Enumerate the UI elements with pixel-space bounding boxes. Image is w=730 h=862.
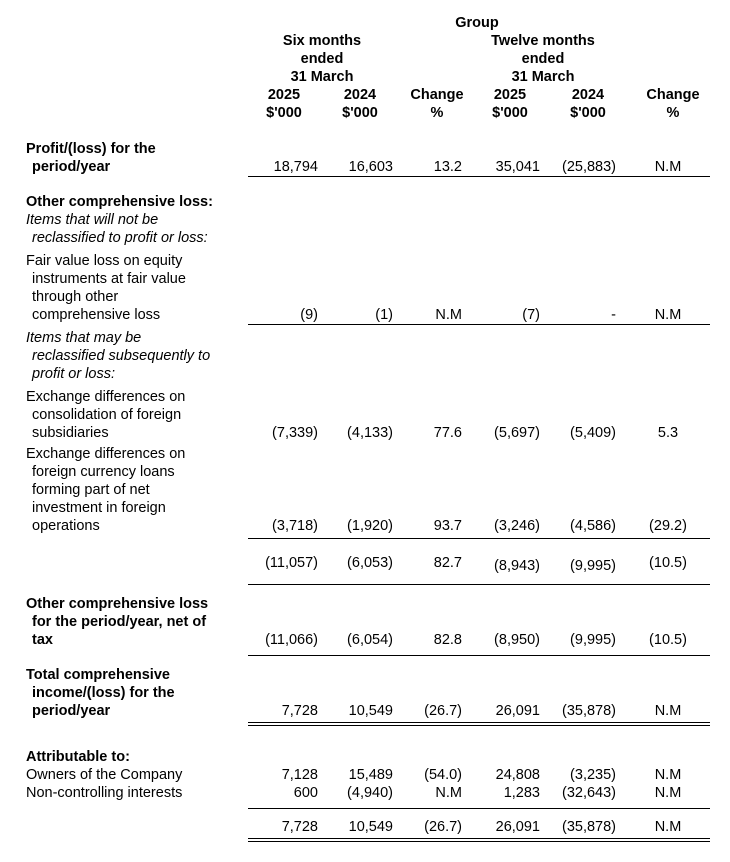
unit-six-2025: $'000 — [266, 105, 302, 121]
may-reclassified-label-2: reclassified subsequently to — [32, 348, 211, 364]
total-twelve-2025: 26,091 — [495, 703, 540, 719]
attributable-total-twelve-2025: 26,091 — [495, 819, 540, 835]
col-six-2024: 2024 — [343, 87, 377, 103]
subtotal-six-2024: (6,053) — [347, 555, 393, 571]
fx-subsidiaries-six-change: 77.6 — [433, 425, 462, 441]
total-label-3: period/year — [32, 703, 111, 719]
unit-twelve-change: % — [666, 105, 680, 121]
fx-loans-label-5: operations — [32, 518, 100, 534]
profit-label-2: period/year — [32, 159, 111, 175]
fx-loans-label-1: Exchange differences on — [26, 446, 186, 462]
fx-loans-twelve-2025: (3,246) — [494, 518, 540, 534]
fv-loss-six-2024: (1) — [375, 307, 393, 323]
col-twelve-2024: 2024 — [571, 87, 605, 103]
may-reclassified-label-3: profit or loss: — [32, 366, 115, 382]
six-months-heading-3: 31 March — [290, 69, 354, 85]
attributable-total-twelve-2024: (35,878) — [561, 819, 616, 835]
profit-underline — [248, 176, 710, 177]
subtotal-six-2025: (11,057) — [265, 555, 318, 571]
fv-loss-twelve-2025: (7) — [522, 307, 540, 323]
total-six-2024: 10,549 — [348, 703, 393, 719]
col-six-2025: 2025 — [267, 87, 301, 103]
six-months-heading-1: Six months — [282, 33, 362, 49]
subtotal-twelve-2025: (8,943) — [494, 558, 540, 574]
nci-twelve-2024: (32,643) — [561, 785, 616, 801]
fx-subsidiaries-label-1: Exchange differences on — [26, 389, 186, 405]
col-twelve-2025: 2025 — [493, 87, 527, 103]
subtotal-underline — [248, 584, 710, 585]
fv-loss-label-1: Fair value loss on equity — [26, 253, 183, 269]
ocl-net-underline — [248, 655, 710, 656]
owners-six-2024: 15,489 — [348, 767, 393, 783]
attributable-total-twelve-change: N.M — [654, 819, 682, 835]
subtotal-twelve-2024: (9,995) — [570, 558, 616, 574]
profit-six-2024: 16,603 — [348, 159, 393, 175]
ocl-net-six-2025: (11,066) — [265, 632, 318, 648]
fx-loans-twelve-change: (29.2) — [649, 518, 687, 534]
ocl-heading: Other comprehensive loss: — [26, 194, 213, 210]
twelve-months-heading-3: 31 March — [511, 69, 575, 85]
fx-loans-six-change: 93.7 — [433, 518, 462, 534]
unit-twelve-2024: $'000 — [570, 105, 606, 121]
attributable-total-six-2025: 7,728 — [281, 819, 318, 835]
profit-twelve-2024: (25,883) — [561, 159, 616, 175]
fv-loss-twelve-2024: - — [611, 307, 616, 323]
col-six-change: Change — [410, 87, 464, 103]
total-six-2025: 7,728 — [281, 703, 318, 719]
owners-six-2025: 7,128 — [281, 767, 318, 783]
not-reclassified-label-2: reclassified to profit or loss: — [32, 230, 208, 246]
profit-twelve-2025: 35,041 — [495, 159, 540, 175]
fx-loans-twelve-2024: (4,586) — [570, 518, 616, 534]
nci-label: Non-controlling interests — [26, 785, 183, 801]
nci-six-change: N.M — [435, 785, 462, 801]
unit-six-change: % — [430, 105, 444, 121]
ocl-net-twelve-2024: (9,995) — [570, 632, 616, 648]
fx-subsidiaries-twelve-2024: (5,409) — [570, 425, 616, 441]
attributable-heading: Attributable to: — [26, 749, 130, 765]
twelve-months-heading-1: Twelve months — [491, 33, 595, 49]
unit-twelve-2025: $'000 — [492, 105, 528, 121]
total-double-underline-top — [248, 722, 710, 723]
owners-six-change: (54.0) — [424, 767, 462, 783]
owners-twelve-2025: 24,808 — [495, 767, 540, 783]
fx-loans-underline — [248, 538, 710, 539]
fx-subsidiaries-six-2024: (4,133) — [347, 425, 393, 441]
ocl-net-label-1: Other comprehensive loss — [26, 596, 209, 612]
nci-six-2024: (4,940) — [347, 785, 393, 801]
profit-label-1: Profit/(loss) for the — [26, 141, 156, 157]
ocl-net-twelve-change: (10.5) — [649, 632, 687, 648]
fv-loss-label-3: through other — [32, 289, 119, 305]
fx-subsidiaries-label-3: subsidiaries — [32, 425, 109, 441]
total-six-change: (26.7) — [424, 703, 462, 719]
attributable-total-six-2024: 10,549 — [348, 819, 393, 835]
fx-subsidiaries-label-2: consolidation of foreign — [32, 407, 182, 423]
ocl-net-label-2: for the period/year, net of — [32, 614, 207, 630]
subtotal-twelve-change: (10.5) — [649, 555, 687, 571]
fv-loss-underline — [248, 324, 710, 325]
fv-loss-twelve-change: N.M — [654, 307, 682, 323]
six-months-heading-2: ended — [300, 51, 344, 67]
ocl-net-twelve-2025: (8,950) — [494, 632, 540, 648]
ocl-net-label-3: tax — [32, 632, 53, 648]
owners-twelve-2024: (3,235) — [570, 767, 616, 783]
total-twelve-2024: (35,878) — [561, 703, 616, 719]
fx-loans-six-2025: (3,718) — [272, 518, 318, 534]
fx-loans-six-2024: (1,920) — [347, 518, 393, 534]
fv-loss-six-change: N.M — [435, 307, 462, 323]
nci-twelve-change: N.M — [654, 785, 682, 801]
fv-loss-label-4: comprehensive loss — [32, 307, 161, 323]
profit-six-change: 13.2 — [433, 159, 462, 175]
fx-subsidiaries-twelve-2025: (5,697) — [494, 425, 540, 441]
col-twelve-change: Change — [646, 87, 700, 103]
fv-loss-label-2: instruments at fair value — [32, 271, 186, 287]
profit-twelve-change: N.M — [654, 159, 682, 175]
may-reclassified-label-1: Items that may be — [26, 330, 142, 346]
attributable-total-double-underline-top — [248, 838, 710, 839]
fv-loss-six-2025: (9) — [300, 307, 318, 323]
ocl-net-six-2024: (6,054) — [347, 632, 393, 648]
unit-six-2024: $'000 — [342, 105, 378, 121]
profit-six-2025: 18,794 — [273, 159, 318, 175]
fx-subsidiaries-twelve-change: 5.3 — [657, 425, 679, 441]
fx-loans-label-2: foreign currency loans — [32, 464, 175, 480]
twelve-months-heading-2: ended — [521, 51, 565, 67]
attributable-underline — [248, 808, 710, 809]
total-twelve-change: N.M — [654, 703, 682, 719]
nci-six-2025: 600 — [293, 785, 318, 801]
owners-label: Owners of the Company — [26, 767, 183, 783]
subtotal-six-change: 82.7 — [433, 555, 462, 571]
group-heading: Group — [455, 15, 499, 31]
not-reclassified-label-1: Items that will not be — [26, 212, 159, 228]
total-double-underline-bottom — [248, 725, 710, 726]
total-label-1: Total comprehensive — [26, 667, 170, 683]
owners-twelve-change: N.M — [654, 767, 682, 783]
total-label-2: income/(loss) for the — [32, 685, 175, 701]
attributable-total-six-change: (26.7) — [424, 819, 462, 835]
attributable-total-double-underline-bottom — [248, 841, 710, 842]
nci-twelve-2025: 1,283 — [503, 785, 540, 801]
fx-loans-label-3: forming part of net — [32, 482, 150, 498]
fx-subsidiaries-six-2025: (7,339) — [272, 425, 318, 441]
fx-loans-label-4: investment in foreign — [32, 500, 166, 516]
ocl-net-six-change: 82.8 — [433, 632, 462, 648]
